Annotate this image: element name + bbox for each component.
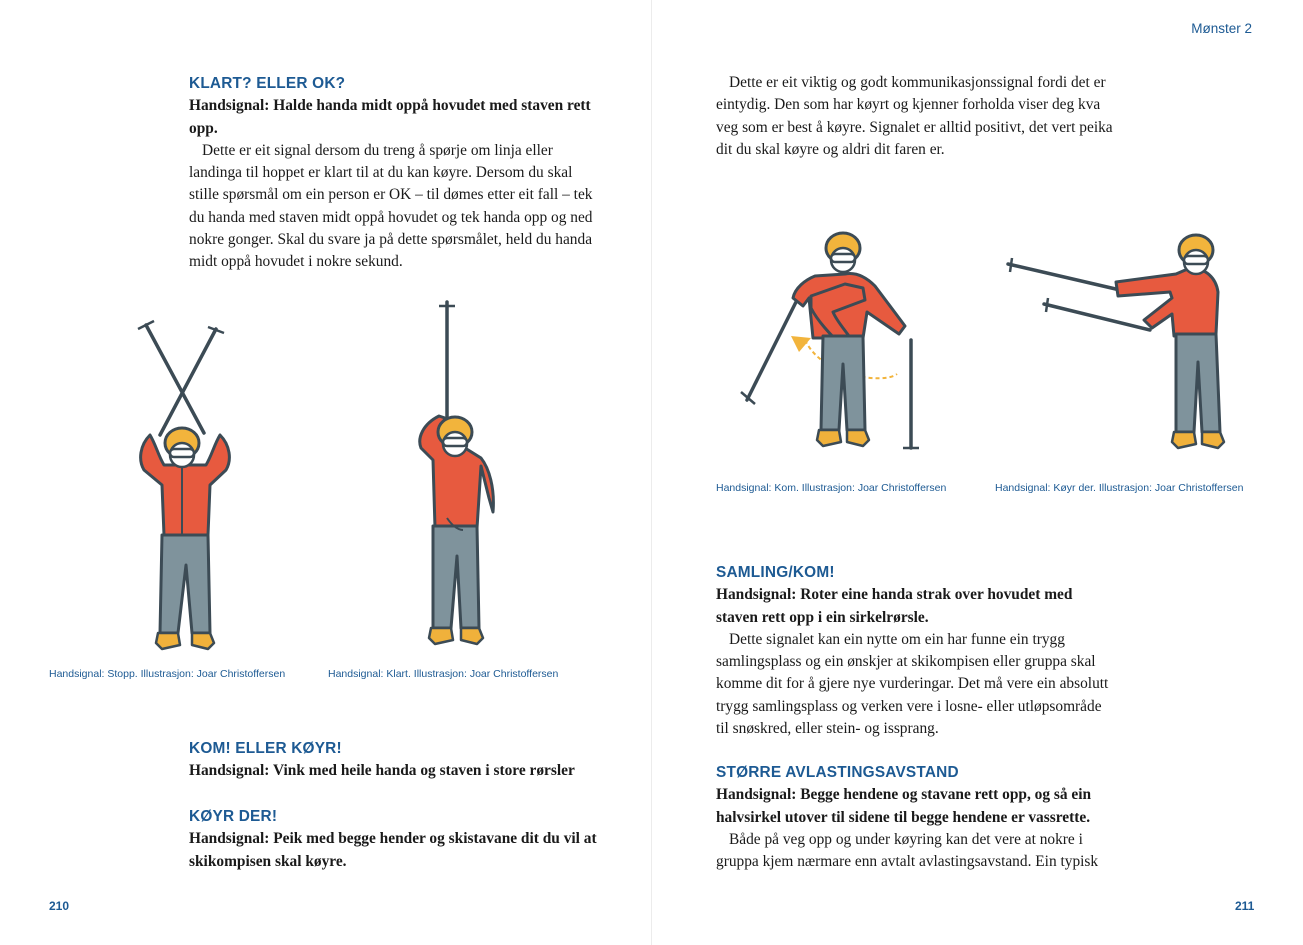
heading-koyr-der: KØYR DER! bbox=[189, 808, 278, 825]
body-avlasting: Både på veg opp og under køyring kan det vere at nokre i gruppa kjem nærmare enn avtalt avlastingsavstand. Ein typisk bbox=[716, 830, 1099, 871]
heading-avlasting: STØRRE AVLASTINGSAVSTAND bbox=[716, 764, 959, 781]
running-head: Mønster 2 bbox=[1191, 21, 1252, 36]
section-kom bbox=[189, 738, 599, 783]
caption-kom: Handsignal: Kom. Illustrasjon: Joar Christoffersen bbox=[716, 482, 947, 494]
page-spine bbox=[651, 0, 652, 945]
skier-koyr-der-illustration bbox=[1000, 232, 1240, 462]
signal-samling: Handsignal: Roter eine handa strak over hovudet med staven rett opp i ein sirkelrørsle. bbox=[716, 586, 1073, 626]
signal-kom: Handsignal: Vink med heile handa og staven i store rørsler bbox=[189, 762, 575, 780]
skier-stopp-illustration bbox=[120, 315, 250, 660]
caption-stopp: Handsignal: Stopp. Illustrasjon: Joar Christoffersen bbox=[49, 668, 286, 680]
body-intro: Dette er eit viktig og godt kommunikasjonssignal fordi det er eintydig. Den som har køyrt og kjenner forholda viser deg kva veg som er best å køyre. Signalet er alltid positivt, det vert peika dit du skal køyre og aldri dit faren er. bbox=[716, 74, 1113, 158]
page-number-right: 211 bbox=[1235, 899, 1255, 913]
section-klart bbox=[189, 73, 599, 274]
section-avlasting bbox=[716, 762, 1116, 873]
signal-avlasting: Handsignal: Begge hendene og stavane rett opp, og så ein halvsirkel utover til sidene til begge hendene er vassrette. bbox=[716, 786, 1092, 826]
heading-klart: KLART? ELLER OK? bbox=[189, 75, 346, 92]
section-intro bbox=[716, 72, 1116, 161]
section-samling bbox=[716, 562, 1116, 740]
caption-koyr-der: Handsignal: Køyr der. Illustrasjon: Joar Christoffersen bbox=[995, 482, 1244, 494]
body-samling: Dette signalet kan ein nytte om ein har funne ein trygg samlingsplass og ein ønskjer at skikompisen eller gruppa skal komme dit for å gjere nye vurderingar. Det må vere ein absolutt trygg samlingsplass og verken vere i losne- eller utløpsområde til snøskred, eller stein- og issprang. bbox=[716, 630, 1109, 738]
caption-klart: Handsignal: Klart. Illustrasjon: Joar Christoffersen bbox=[328, 668, 559, 680]
skier-kom-illustration bbox=[735, 228, 935, 463]
heading-kom: KOM! ELLER KØYR! bbox=[189, 740, 342, 757]
skier-klart-illustration bbox=[405, 298, 505, 658]
heading-samling: SAMLING/KOM! bbox=[716, 564, 835, 581]
page-number-left: 210 bbox=[49, 899, 70, 913]
body-klart: Dette er eit signal dersom du treng å spørje om linja eller landinga til hoppet er klart til at du kan køyre. Dersom du skal stille spørsmål om ein person er OK – til dømes etter eit fall – tek du handa med staven midt oppå hovudet og tek handa opp og ned nokre gonger. Skal du svare ja på dette spørsmålet, held du handa midt oppå hovudet i nokre sekund. bbox=[189, 141, 593, 271]
signal-klart: Handsignal: Halde handa midt oppå hovudet med staven rett opp. bbox=[189, 97, 591, 137]
section-koyr-der bbox=[189, 806, 599, 873]
signal-koyr-der: Handsignal: Peik med begge hender og skistavane dit du vil at skikompisen skal køyre. bbox=[189, 830, 597, 870]
